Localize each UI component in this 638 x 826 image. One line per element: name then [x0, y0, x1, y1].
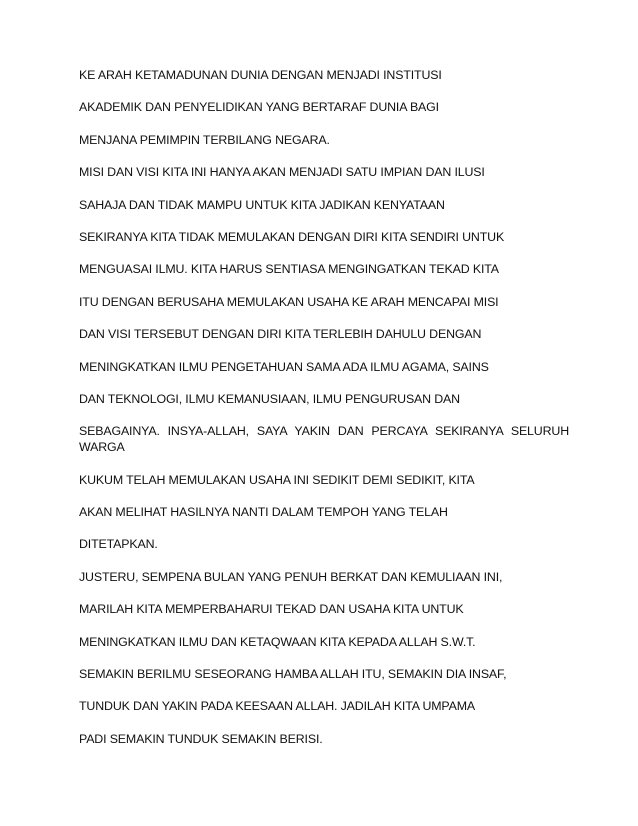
text-line: DAN TEKNOLOGI, ILMU KEMANUSIAAN, ILMU PENGURUSAN DAN: [79, 391, 460, 406]
text-line: AKADEMIK DAN PENYELIDIKAN YANG BERTARAF DUNIA BAGI: [79, 100, 439, 115]
text-line: TUNDUK DAN YAKIN PADA KEESAAN ALLAH. JADILAH KITA UMPAMA: [79, 699, 476, 714]
text-line: DITETAPKAN.: [79, 537, 158, 552]
text-line: MENGUASAI ILMU. KITA HARUS SENTIASA MENGINGATKAN TEKAD KITA: [79, 262, 499, 277]
text-line: SEKIRANYA KITA TIDAK MEMULAKAN DENGAN DIRI KITA SENDIRI UNTUK: [79, 229, 505, 244]
text-line: MARILAH KITA MEMPERBAHARUI TEKAD DAN USAHA KITA UNTUK: [79, 602, 464, 617]
text-line: ITU DENGAN BERUSAHA MEMULAKAN USAHA KE ARAH MENCAPAI MISI: [79, 294, 499, 309]
text-line-justified: SEBAGAINYA. INSYA-ALLAH, SAYA YAKIN DAN PERCAYA SEKIRANYA SELURUH: [79, 424, 569, 439]
text-line: WARGA: [79, 440, 125, 455]
text-line: MENJANA PEMIMPIN TERBILANG NEGARA.: [79, 132, 330, 147]
text-line: DAN VISI TERSEBUT DENGAN DIRI KITA TERLEBIH DAHULU DENGAN: [79, 327, 482, 342]
document-body: [79, 68, 569, 764]
text-line: MENINGKATKAN ILMU DAN KETAQWAAN KITA KEPADA ALLAH S.W.T.: [79, 634, 476, 649]
text-line: JUSTERU, SEMPENA BULAN YANG PENUH BERKAT DAN KEMULIAAN INI,: [79, 569, 503, 584]
text-line: AKAN MELIHAT HASILNYA NANTI DALAM TEMPOH YANG TELAH: [79, 505, 448, 520]
text-line: SEMAKIN BERILMU SESEORANG HAMBA ALLAH ITU, SEMAKIN DIA INSAF,: [79, 667, 507, 682]
text-line: MISI DAN VISI KITA INI HANYA AKAN MENJADI SATU IMPIAN DAN ILUSI: [79, 165, 485, 180]
text-line: MENINGKATKAN ILMU PENGETAHUAN SAMA ADA ILMU AGAMA, SAINS: [79, 359, 489, 374]
text-line: KUKUM TELAH MEMULAKAN USAHA INI SEDIKIT DEMI SEDIKIT, KITA: [79, 472, 475, 487]
text-line: KE ARAH KETAMADUNAN DUNIA DENGAN MENJADI INSTITUSI: [79, 68, 442, 82]
text-line: PADI SEMAKIN TUNDUK SEMAKIN BERISI.: [79, 731, 323, 746]
text-line: SAHAJA DAN TIDAK MAMPU UNTUK KITA JADIKAN KENYATAAN: [79, 197, 445, 212]
